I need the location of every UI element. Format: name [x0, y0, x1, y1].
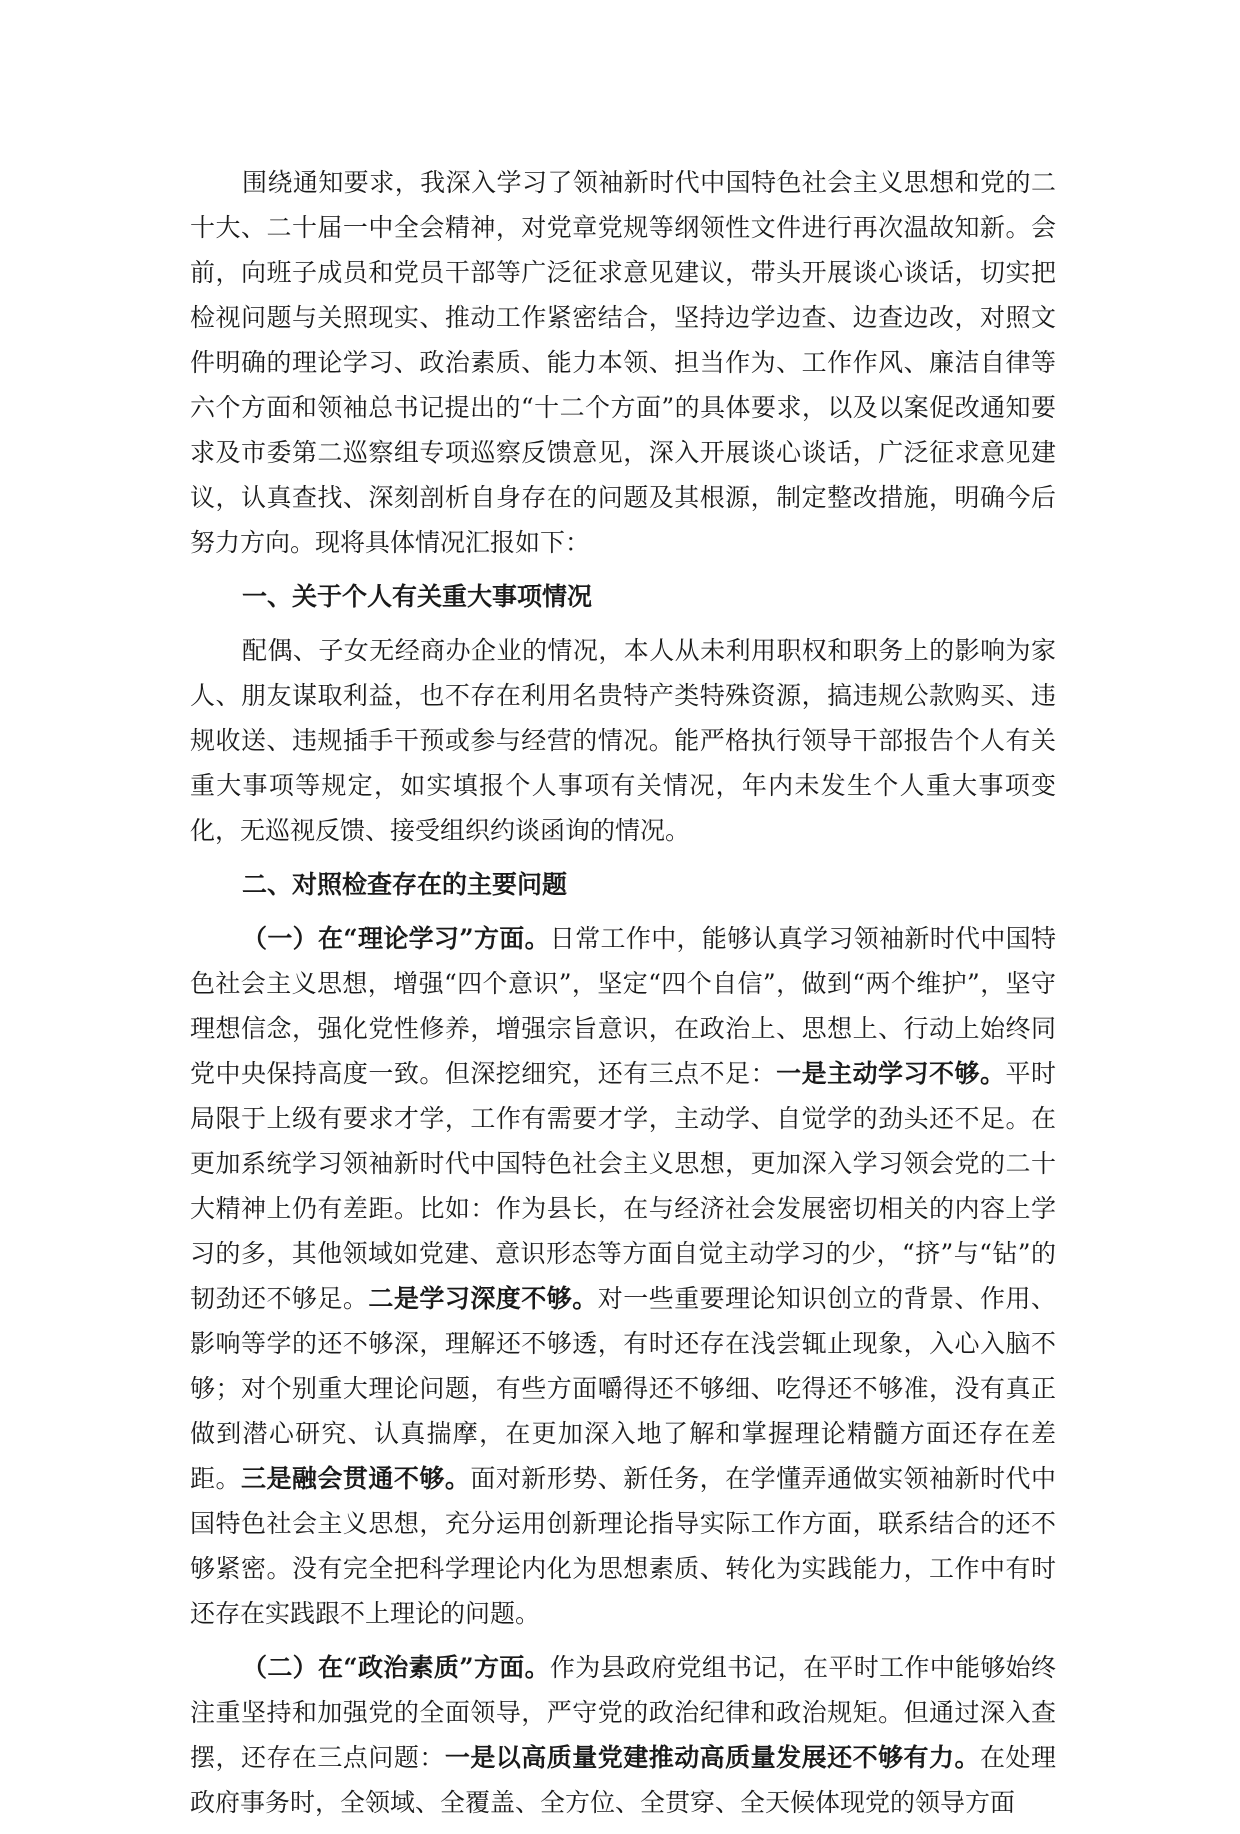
political-quality-text-1: 作为县政府党组书记，在平时工作中能够始终注重坚持和加强党的全面领导，严守党的政治纪律和政治规矩。但通过深入查摆，还存在三点问题：: [190, 1653, 1056, 1772]
intro-paragraph: 围绕通知要求，我深入学习了领袖新时代中国特色社会主义思想和党的二十大、二十届一中全会精神，对党章党规等纲领性文件进行再次温故知新。会前，向班子成员和党员干部等广泛征求意见建议，带头开展谈心谈话，切实把检视问题与关照现实、推动工作紧密结合，坚持边学边查、边查边改，对照文件明确的理论学习、政治素质、能力本领、担当作为、工作作风、廉洁自律等六个方面和领袖总书记提出的“十二个方面”的具体要求，以及以案促改通知要求及市委第二巡察组专项巡察反馈意见，深入开展谈心谈话，广泛征求意见建议，认真查找、深刻剖析自身存在的问题及其根源，制定整改措施，明确今后努力方向。现将具体情况汇报如下：: [190, 168, 1056, 557]
political-quality-point-1: 一是以高质量党建推动高质量发展还不够有力。: [444, 1743, 980, 1772]
theory-study-text-3: 对一些重要理论知识创立的背景、作用、影响等学的还不够深，理解还不够透，有时还存在浅尝辄止现象，入心入脑不够；对个别重大理论问题，有些方面嚼得还不够细、吃得还不够准，没有真正做到潜心研究、认真揣摩，在更加深入地了解和掌握理论精髓方面还存在差距。: [190, 1284, 1056, 1493]
political-quality-lead: （二）在“政治素质”方面。: [242, 1653, 550, 1682]
section-heading-personal-matters: 一、关于个人有关重大事项情况: [242, 582, 593, 611]
theory-study-paragraph: [190, 916, 1056, 1636]
theory-study-point-2: 二是学习深度不够。: [368, 1284, 598, 1313]
theory-study-text-1: 日常工作中，能够认真学习领袖新时代中国特色社会主义思想，增强“四个意识”，坚定“四个自信”，做到“两个维护”，坚守理想信念，强化党性修养，增强宗旨意识，在政治上、思想上、行动上始终同党中央保持高度一致。但深挖细究，还有三点不足：: [190, 924, 1056, 1088]
document-page: [190, 160, 1056, 1834]
theory-study-point-1: 一是主动学习不够。: [776, 1059, 1006, 1088]
section-heading-main-problems: 二、对照检查存在的主要问题: [242, 870, 568, 899]
theory-study-text-4: 面对新形势、新任务，在学懂弄通做实领袖新时代中国特色社会主义思想，充分运用创新理论指导实际工作方面，联系结合的还不够紧密。没有完全把科学理论内化为思想素质、转化为实践能力，工作中有时还存在实践跟不上理论的问题。: [190, 1464, 1056, 1628]
theory-study-lead: （一）在“理论学习”方面。: [242, 924, 550, 953]
theory-study-text-2: 平时局限于上级有要求才学，工作有需要才学，主动学、自觉学的劲头还不足。在更加系统学习领袖新时代中国特色社会主义思想，更加深入学习领会党的二十大精神上仍有差距。比如：作为县长，在与经济社会发展密切相关的内容上学习的多，其他领域如党建、意识形态等方面自觉主动学习的少，“挤”与“钻”的韧劲还不够足。: [190, 1059, 1056, 1313]
theory-study-point-3: 三是融会贯通不够。: [240, 1464, 471, 1493]
personal-matters-paragraph: 配偶、子女无经商办企业的情况，本人从未利用职权和职务上的影响为家人、朋友谋取利益，也不存在利用名贵特产类特殊资源，搞违规公款购买、违规收送、违规插手干预或参与经营的情况。能严格执行领导干部报告个人有关重大事项等规定，如实填报个人事项有关情况，年内未发生个人重大事项变化，无巡视反馈、接受组织约谈函询的情况。: [190, 636, 1056, 845]
political-quality-paragraph: [190, 1645, 1056, 1825]
political-quality-text-2: 在处理政府事务时，全领域、全覆盖、全方位、全贯穿、全天候体现党的领导方面: [190, 1743, 1056, 1817]
